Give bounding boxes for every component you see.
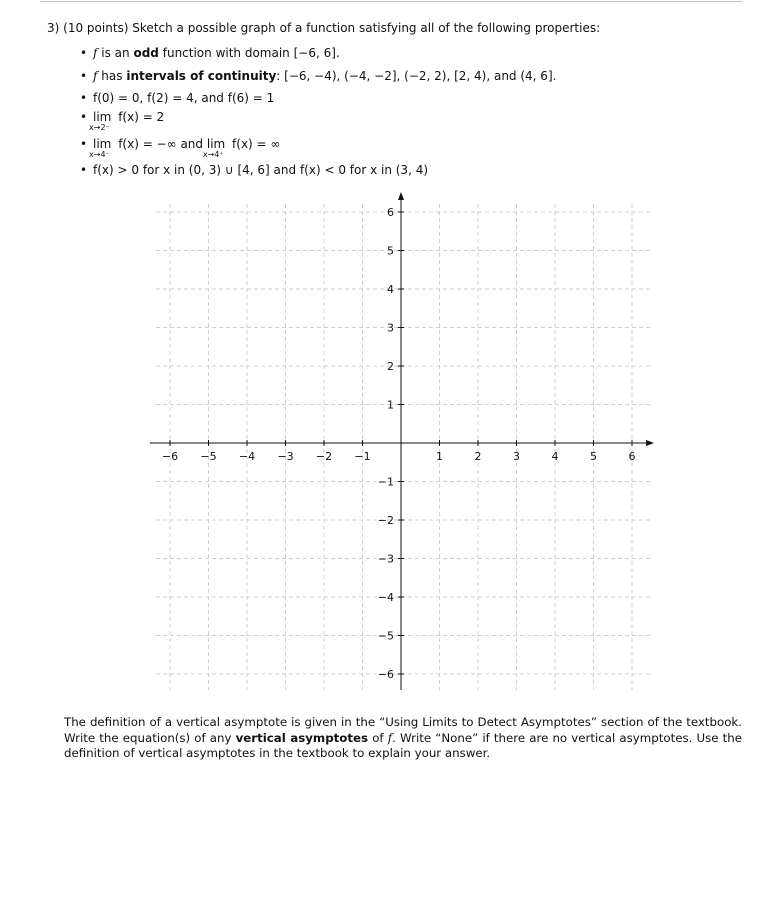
y-tick-label: −4 [377,591,394,604]
asymptote-question: The definition of a vertical asymptote is given in the “Using Limits to Detect Asymptotes” section of the textbook. Write the equation(s) of any vertical asymptotes of f. Write “None” if there are no vertical asymptotes. Use the definition of vertical asymptotes in the textbook to explain your answer. [64,715,742,760]
x-tick-label: −4 [238,450,256,463]
x-axis-arrow [646,440,654,446]
y-tick-label: 3 [387,321,394,335]
function-symbol: f [93,69,98,83]
x-tick-label: 5 [590,450,597,463]
x-tick-label: −1 [354,450,371,463]
y-axis-arrow [398,192,404,200]
problem-points: (10 points) [63,21,129,35]
y-tick-label: −5 [377,629,394,643]
y-tick-label: 6 [387,206,394,219]
x-tick-label: −2 [315,450,333,463]
y-tick-label: −3 [377,552,394,566]
problem-prompt: Sketch a possible graph of a function satisfying all of the following properties: [132,21,601,35]
odd-keyword: odd [133,46,159,60]
y-tick-label: −1 [377,475,394,489]
x-tick-label: 3 [513,450,520,463]
y-tick-label: 2 [387,360,394,373]
y-tick-label: 1 [387,398,394,412]
x-tick-label: −3 [277,450,294,463]
x-tick-label: 4 [551,450,559,463]
continuity-keyword: intervals of continuity [126,69,277,83]
x-tick-label: −6 [161,450,179,463]
limit-operator-right: lim x→4⁺ [202,137,226,159]
limit-operator-left: lim x→4⁻ [89,137,112,159]
function-symbol: f [93,46,98,60]
y-tick-label: 5 [387,244,394,258]
asymptote-keyword: vertical asymptotes [235,730,369,745]
limit-operator: lim x→2⁻ [89,110,112,132]
y-tick-label: −2 [377,514,394,527]
y-tick-label: 4 [387,283,394,296]
x-tick-label: 1 [436,450,443,463]
problem-number: 3) [47,21,60,35]
x-tick-label: 6 [628,450,636,463]
x-tick-label: 2 [474,450,482,463]
x-tick-label: −5 [200,450,217,463]
y-tick-label: −6 [377,668,394,681]
